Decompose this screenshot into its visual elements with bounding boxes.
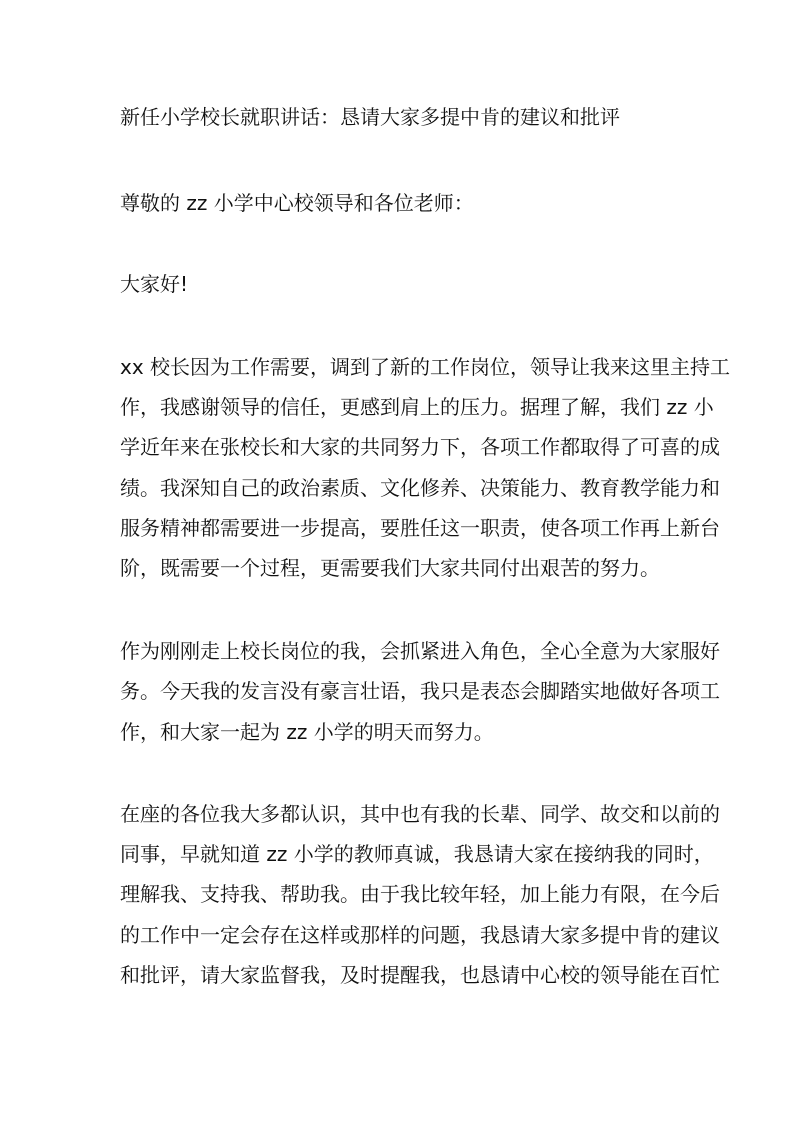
paragraph-line: 学近年来在张校长和大家的共同努力下，各项工作都取得了可喜的成 xyxy=(120,435,720,459)
paragraph-line: 服务精神都需要进一步提高，要胜任这一职责，使各项工作再上新台 xyxy=(120,516,720,540)
paragraph-line: xx 校长因为工作需要，调到了新的工作岗位，领导让我来这里主持工 xyxy=(120,355,731,379)
paragraph-line: 务。今天我的发言没有豪言壮语，我只是表态会脚踏实地做好各项工 xyxy=(120,679,720,703)
paragraph-line: 作，和大家一起为 zz 小学的明天而努力。 xyxy=(120,720,494,744)
document-title: 新任小学校长就职讲话：恳请大家多提中肯的建议和批评 xyxy=(120,105,620,129)
salutation: 尊敬的 zz 小学中心校领导和各位老师： xyxy=(120,191,474,215)
paragraph-line: 作，我感谢领导的信任，更感到肩上的压力。据理了解，我们 zz 小 xyxy=(120,395,714,419)
paragraph-line: 的工作中一定会存在这样或那样的问题，我恳请大家多提中肯的建议 xyxy=(120,923,720,947)
greeting: 大家好! xyxy=(120,272,189,296)
paragraph-line: 和批评，请大家监督我，及时提醒我，也恳请中心校的领导能在百忙 xyxy=(120,963,720,987)
paragraph-line: 理解我、支持我、帮助我。由于我比较年轻，加上能力有限，在今后 xyxy=(120,882,720,906)
paragraph-line: 阶，既需要一个过程，更需要我们大家共同付出艰苦的努力。 xyxy=(120,556,660,580)
paragraph-line: 作为刚刚走上校长岗位的我，会抓紧进入角色，全心全意为大家服好 xyxy=(120,639,720,663)
paragraph-line: 在座的各位我大多都认识，其中也有我的长辈、同学、故交和以前的 xyxy=(120,802,720,826)
paragraph-line: 同事，早就知道 zz 小学的教师真诚，我恳请大家在接纳我的同时， xyxy=(120,842,714,866)
paragraph-line: 绩。我深知自己的政治素质、文化修养、决策能力、教育教学能力和 xyxy=(120,476,720,500)
